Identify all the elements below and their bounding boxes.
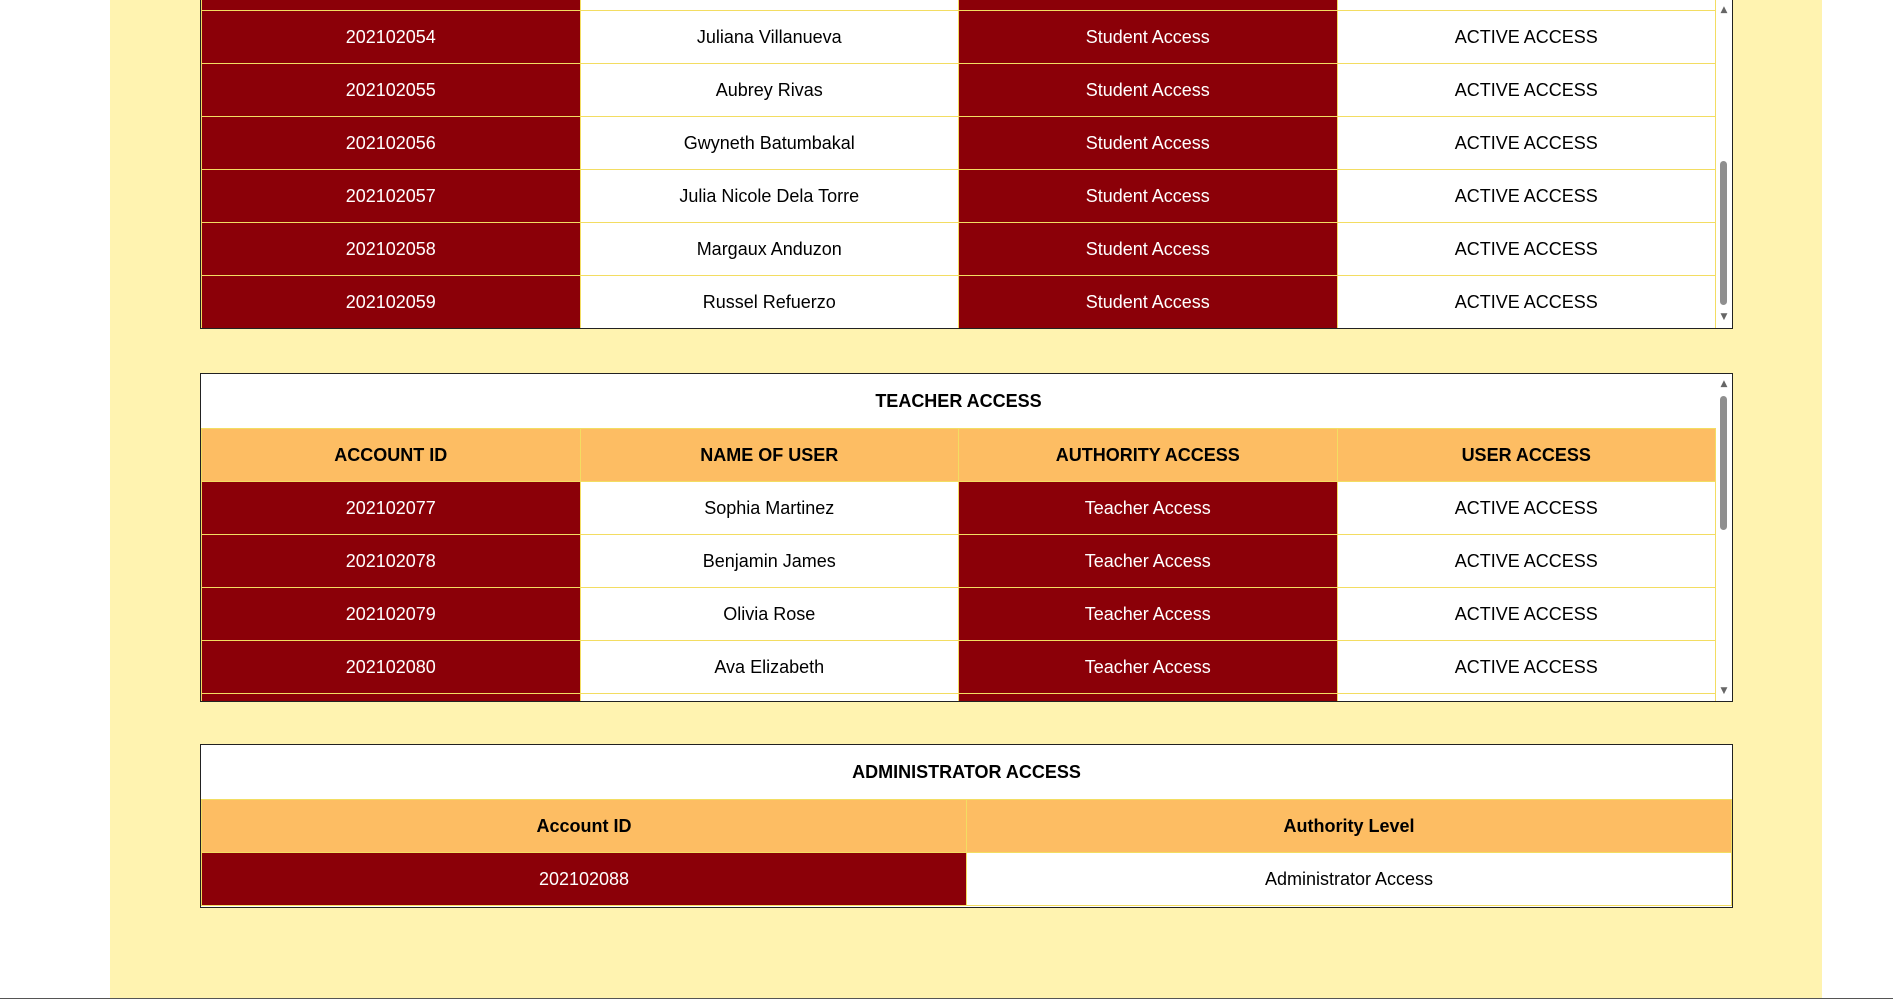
account-id-cell: 202102080 <box>202 641 581 694</box>
user-access-cell: ACTIVE ACCESS <box>1337 11 1716 64</box>
table-row <box>202 535 1716 588</box>
account-id-cell: 202102088 <box>202 853 967 906</box>
user-name-cell: Gwyneth Batumbakal <box>580 117 959 170</box>
table-row <box>202 694 1716 702</box>
user-access-cell: ACTIVE ACCESS <box>1337 276 1716 329</box>
account-id-cell: 202102059 <box>202 276 581 329</box>
table-row <box>202 170 1716 223</box>
partial-cell <box>202 694 581 702</box>
teacher-panel-scrollbar[interactable] <box>1716 374 1732 701</box>
user-access-cell: ACTIVE ACCESS <box>1337 535 1716 588</box>
authority-cell: Student Access <box>959 11 1338 64</box>
table-row <box>202 641 1716 694</box>
table-row <box>202 64 1716 117</box>
authority-cell: Student Access <box>959 117 1338 170</box>
authority-cell: Teacher Access <box>959 641 1338 694</box>
student-access-table <box>201 0 1716 328</box>
user-name-cell: Ava Elizabeth <box>580 641 959 694</box>
account-id-cell: 202102056 <box>202 117 581 170</box>
authority-cell: Student Access <box>959 64 1338 117</box>
user-access-cell: ACTIVE ACCESS <box>1337 64 1716 117</box>
user-name-cell: Juliana Villanueva <box>580 11 959 64</box>
column-header-account-id: Account ID <box>202 800 967 853</box>
user-access-cell: ACTIVE ACCESS <box>1337 588 1716 641</box>
authority-cell: Student Access <box>959 276 1338 329</box>
table-row <box>202 482 1716 535</box>
administrator-access-panel <box>200 744 1733 908</box>
user-name-cell: Julia Nicole Dela Torre <box>580 170 959 223</box>
column-header-user-access: USER ACCESS <box>1337 429 1716 482</box>
partial-cell <box>1337 694 1716 702</box>
student-panel-scrollbar[interactable] <box>1716 0 1732 328</box>
partial-cell <box>580 0 959 11</box>
account-id-cell: 202102055 <box>202 64 581 117</box>
scroll-down-arrow-icon[interactable]: ▼ <box>1720 312 1728 322</box>
authority-cell: Teacher Access <box>959 588 1338 641</box>
column-header-authority-access: AUTHORITY ACCESS <box>959 429 1338 482</box>
table-row <box>202 11 1716 64</box>
user-name-cell: Olivia Rose <box>580 588 959 641</box>
user-name-cell: Margaux Anduzon <box>580 223 959 276</box>
table-row <box>202 117 1716 170</box>
scroll-up-arrow-icon[interactable]: ▲ <box>1720 5 1728 15</box>
partial-cell <box>959 0 1338 11</box>
table-row <box>202 0 1716 11</box>
scrollbar-thumb[interactable] <box>1720 396 1727 530</box>
table-header-row <box>202 429 1716 482</box>
user-name-cell: Russel Refuerzo <box>580 276 959 329</box>
account-id-cell: 202102079 <box>202 588 581 641</box>
authority-cell: Teacher Access <box>959 482 1338 535</box>
authority-cell: Student Access <box>959 223 1338 276</box>
scrollbar-thumb[interactable] <box>1720 161 1727 305</box>
user-access-cell: ACTIVE ACCESS <box>1337 170 1716 223</box>
column-header-authority-level: Authority Level <box>967 800 1732 853</box>
account-id-cell: 202102077 <box>202 482 581 535</box>
scroll-up-arrow-icon[interactable]: ▲ <box>1720 379 1728 389</box>
user-name-cell: Aubrey Rivas <box>580 64 959 117</box>
scroll-down-arrow-icon[interactable]: ▼ <box>1720 686 1728 696</box>
user-name-cell: Sophia Martinez <box>580 482 959 535</box>
user-name-cell: Benjamin James <box>580 535 959 588</box>
authority-cell: Teacher Access <box>959 535 1338 588</box>
table-row <box>202 853 1732 906</box>
column-header-account-id: ACCOUNT ID <box>202 429 581 482</box>
table-header-row <box>202 800 1732 853</box>
account-id-cell: 202102054 <box>202 11 581 64</box>
partial-cell <box>959 694 1338 702</box>
table-row <box>202 223 1716 276</box>
administrator-access-table <box>201 799 1732 906</box>
table-row <box>202 588 1716 641</box>
account-id-cell: 202102057 <box>202 170 581 223</box>
partial-cell <box>580 694 959 702</box>
table-row <box>202 276 1716 329</box>
user-access-cell: ACTIVE ACCESS <box>1337 223 1716 276</box>
partial-cell <box>202 0 581 11</box>
user-access-cell: ACTIVE ACCESS <box>1337 482 1716 535</box>
administrator-access-title: ADMINISTRATOR ACCESS <box>201 745 1732 799</box>
column-header-name-of-user: NAME OF USER <box>580 429 959 482</box>
teacher-access-title: TEACHER ACCESS <box>201 374 1716 428</box>
teacher-access-table <box>201 428 1716 701</box>
account-id-cell: 202102058 <box>202 223 581 276</box>
teacher-access-panel[interactable] <box>200 373 1733 702</box>
partial-cell <box>1337 0 1716 11</box>
user-access-cell: ACTIVE ACCESS <box>1337 641 1716 694</box>
account-id-cell: 202102078 <box>202 535 581 588</box>
authority-cell: Student Access <box>959 170 1338 223</box>
authority-level-cell: Administrator Access <box>967 853 1732 906</box>
student-access-panel[interactable] <box>200 0 1733 329</box>
user-access-cell: ACTIVE ACCESS <box>1337 117 1716 170</box>
